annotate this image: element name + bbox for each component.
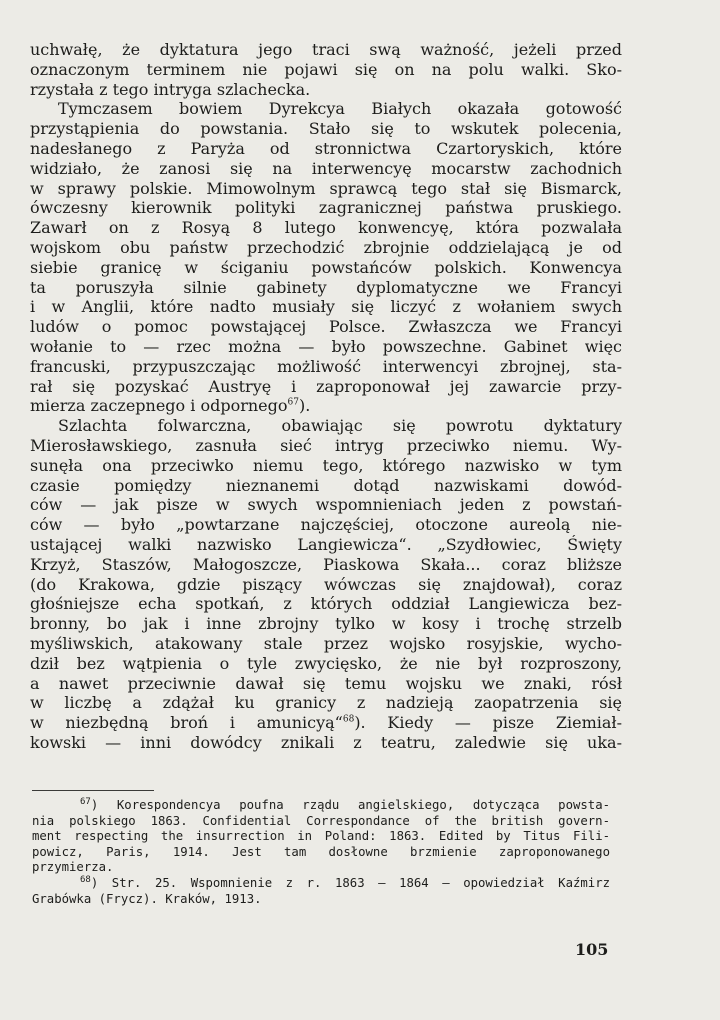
text-run: przymierza. — [32, 860, 114, 875]
text-line — [30, 693, 622, 713]
text-run: ) Str. 25. Wspomnienie z r. 1863 — 1864 — opowiedział Kaźmirz — [90, 875, 610, 890]
text-run: francuski, przypuszczając możliwość interwencyi zbrojnej, sta- — [30, 356, 622, 376]
text-run: ment respecting the insurrection in Poland: 1863. Edited by Titus Fili- — [32, 829, 610, 844]
text-line — [30, 159, 622, 179]
text-line — [30, 535, 622, 555]
text-line — [30, 119, 622, 139]
text-line — [30, 733, 622, 753]
text-line — [30, 713, 622, 733]
text-line — [30, 654, 622, 674]
text-run: głośniejsze echa spotkań, z których oddział Langiewicza bez- — [30, 594, 622, 614]
text-line — [30, 297, 622, 317]
text-run: w sprawy polskie. Mimowolnym sprawcą tego stał się Bismarck, — [30, 178, 622, 198]
text-line — [30, 515, 622, 535]
text-run: Krzyż, Staszów, Małogoszcze, Piaskowa Skała... coraz bliższe — [30, 554, 622, 574]
text-line — [30, 396, 622, 416]
text-run: rał się pozyskać Austryę i zaproponował jej zawarcie przy- — [30, 376, 622, 396]
text-line — [30, 80, 622, 100]
text-run: wojskom obu państw przechodzić zbrojnie oddzielającą je od — [30, 237, 622, 257]
text-run: ców — było „powtarzane najczęściej, otoczone aureolą nie- — [30, 515, 622, 535]
text-run: nia polskiego 1863. Confidential Correspondance of the british govern- — [32, 813, 610, 828]
text-line — [30, 357, 622, 377]
text-run: Tymczasem bowiem Dyrekcya Białych okazała gotowość — [58, 99, 622, 119]
text-line — [30, 436, 622, 456]
text-line — [30, 377, 622, 397]
text-run: powicz, Paris, 1914. Jest tam dosłowne brzmienie zaproponowanego — [32, 844, 610, 859]
text-run: rzystała z tego intryga szlachecka. — [30, 79, 311, 99]
footnotes — [32, 798, 610, 907]
text-line — [30, 674, 622, 694]
text-run: ta poruszyła silnie gabinety dyplomatyczne we Francyi — [30, 277, 622, 297]
text-run: czasie pomiędzy nieznanemi dotąd nazwiskami dowód- — [30, 475, 622, 495]
text-run: oznaczonym terminem nie pojawi się on na polu walki. Sko- — [30, 59, 622, 79]
text-run: a nawet przeciwnie dawał się temu wojsku we znaki, rósł — [30, 673, 622, 693]
text-run: ców — jak pisze w swych wspomnieniach jeden z powstań- — [30, 495, 622, 515]
text-line — [30, 278, 622, 298]
text-line — [30, 179, 622, 199]
text-run: bronny, bo jak i inne zbrojny tylko w kosy i trochę strzelb — [30, 614, 622, 634]
text-line — [30, 476, 622, 496]
footnote-marker: 67 — [80, 796, 91, 807]
text-run: wołanie to — rzec można — było powszechne. Gabinet więc — [30, 336, 622, 356]
footnote-line — [32, 845, 610, 861]
text-run: Grabówka (Frycz). Kraków, 1913. — [32, 891, 262, 906]
main-text — [30, 40, 622, 753]
footnote-line — [32, 814, 610, 830]
text-line — [30, 495, 622, 515]
text-run: ). Kiedy — pisze Ziemiał- — [354, 713, 622, 733]
text-run: ludów o pomoc powstającej Polsce. Zwłaszcza we Francyi — [30, 317, 622, 337]
footnote-line — [32, 892, 610, 908]
text-run: w liczbę a zdążał ku granicy z nadzieją zaopatrzenia się — [30, 693, 622, 713]
footnote-line — [32, 829, 610, 845]
text-run: Mierosławskiego, zasnuła sieć intryg przeciwko niemu. Wy- — [30, 435, 622, 455]
page-number: 105 — [575, 940, 609, 959]
footnote-line — [32, 860, 610, 876]
text-run: dził bez wątpienia o tyle zwycięsko, że nie był rozproszony, — [30, 653, 622, 673]
text-run: ) Korespondencya poufna rządu angielskiego, dotycząca powsta- — [90, 798, 610, 812]
text-line — [30, 456, 622, 476]
text-run: widziało, że zanosi się na interwencyę mocarstw zachodnich — [30, 158, 622, 178]
text-line — [30, 238, 622, 258]
text-line — [30, 317, 622, 337]
footnote-reference: 67 — [287, 398, 299, 409]
footnote-line — [32, 798, 610, 814]
text-run: kowski — inni dowódcy znikali z teatru, zaledwie się uka- — [30, 732, 622, 752]
text-line — [30, 60, 622, 80]
text-line — [30, 218, 622, 238]
text-run: myśliwskich, atakowany stale przez wojsko rosyjskie, wycho- — [30, 633, 622, 653]
text-line — [30, 99, 622, 119]
text-run: ). — [298, 396, 311, 416]
text-line — [30, 337, 622, 357]
text-line — [30, 258, 622, 278]
text-line — [30, 555, 622, 575]
text-line — [30, 614, 622, 634]
text-run: nadesłanego z Paryża od stronnictwa Czartoryskich, które — [30, 138, 622, 158]
text-line — [30, 198, 622, 218]
footnote-line — [32, 876, 610, 892]
text-line — [30, 634, 622, 654]
text-line — [30, 416, 622, 436]
text-line — [30, 575, 622, 595]
text-run: sunęła ona przeciwko niemu tego, którego nazwisko w tym — [30, 455, 622, 475]
text-line — [30, 139, 622, 159]
text-run: i w Anglii, które nadto musiały się liczyć z wołaniem swych — [30, 297, 622, 317]
text-line — [30, 40, 622, 60]
text-run: przystąpienia do powstania. Stało się to wskutek polecenia, — [30, 119, 622, 139]
text-line — [30, 594, 622, 614]
footnote-marker: 68 — [80, 874, 91, 885]
text-run: Szlachta folwarczna, obawiając się powrotu dyktatury — [58, 416, 622, 436]
text-run: ustającej walki nazwisko Langiewicza“. „Szydłowiec, Święty — [30, 534, 622, 554]
text-run: (do Krakowa, gdzie piszący wówczas się znajdował), coraz — [30, 574, 622, 594]
text-run: ówczesny kierownik polityki zagranicznej państwa pruskiego. — [30, 198, 622, 218]
text-run: siebie granicę w ściganiu powstańców polskich. Konwencya — [30, 257, 622, 277]
text-run: mierza zaczepnego i odpornego — [30, 396, 288, 416]
footnote-separator — [32, 790, 154, 791]
text-run: w niezbędną broń i amunicyą“ — [30, 713, 343, 733]
text-run: uchwałę, że dyktatura jego traci swą ważność, jeżeli przed — [30, 40, 622, 59]
footnote-reference: 68 — [342, 714, 355, 725]
text-run: Zawarł on z Rosyą 8 lutego konwencyę, która pozwalała — [30, 218, 622, 238]
